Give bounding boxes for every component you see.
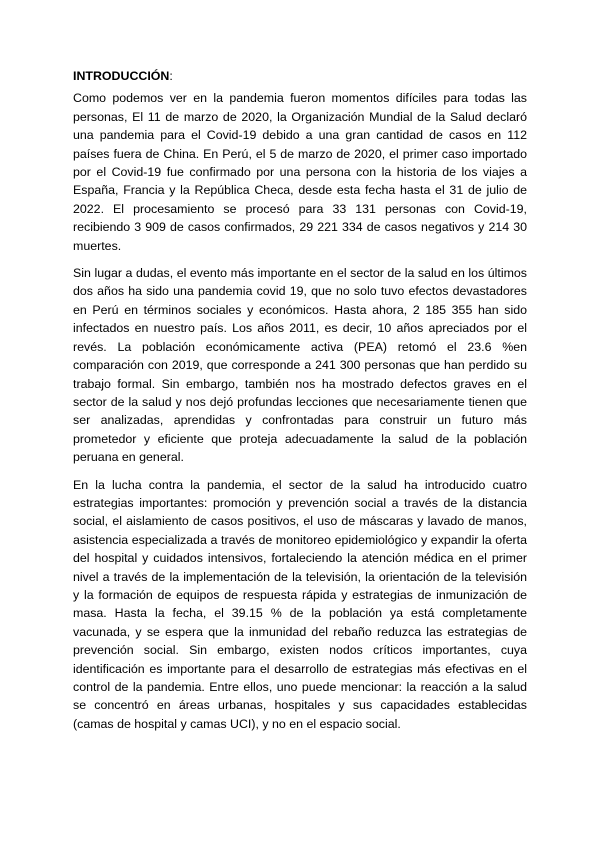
- section-heading-text: INTRODUCCIÓN: [73, 69, 170, 83]
- section-heading: [73, 67, 527, 85]
- paragraph-1: Como podemos ver en la pandemia fueron momentos difíciles para todas las personas, El 11 de marzo de 2020, la Organización Mundial de la Salud declaró una pandemia para el Covid-19 debido a una gran cantidad de casos en 112 países fuera de China. En Perú, el 5 de marzo de 2020, el primer caso importado por el Covid-19 fue confirmado por una persona con la historia de los viajes a España, Francia y la República Checa, desde esta fecha hasta el 31 de julio de 2022. El procesamiento se procesó para 33 131 personas con Covid-19, recibiendo 3 909 de casos confirmados, 29 221 334 de casos negativos y 214 30 muertes.: [73, 91, 527, 253]
- paragraph-2: Sin lugar a dudas, el evento más importante en el sector de la salud en los últimos dos años ha sido una pandemia covid 19, que no solo tuvo efectos devastadores en Perú en términos sociales y económicos. Hasta ahora, 2 185 355 han sido infectados en nuestro país. Los años 2011, es decir, 10 años apreciados por el revés. La población económicamente activa (PEA) retomó el 23.6 %en comparación con 2019, que corresponde a 241 300 personas que han perdido su trabajo formal. Sin embargo, también nos ha mostrado defectos graves en el sector de la salud y nos dejó profundas lecciones que necesariamente tienen que ser analizadas, aprendidas y confrontadas para construir un futuro más prometedor y eficiente que proteja adecuadamente la salud de la población peruana en general.: [73, 266, 527, 465]
- paragraph-3: En la lucha contra la pandemia, el sector de la salud ha introducido cuatro estrategias importantes: promoción y prevención social a través de la distancia social, el aislamiento de casos positivos, el uso de máscaras y lavado de manos, asistencia especializada a través de monitoreo epidemiológico y expandir la oferta del hospital y cuidados intensivos, fortaleciendo la atención médica en el primer nivel a través de la implementación de la televisión, la orientación de la televisión y la formación de equipos de respuesta rápida y estrategias de inmunización de masa. Hasta la fecha, el 39.15 % de la población ya está completamente vacunada, y se espera que la inmunidad del rebaño reduzca las estrategias de prevención social. Sin embargo, existen nodos críticos importantes, cuya identificación es importante para el desarrollo de estrategias más efectivas en el control de la pandemia. Entre ellos, uno puede mencionar: la reacción a la salud se concentró en áreas urbanas, hospitales y sus capacidades establecidas (camas de hospital y camas UCI), y no en el espacio social.: [73, 477, 527, 731]
- document-body: [73, 67, 527, 742]
- section-heading-colon: :: [169, 69, 173, 83]
